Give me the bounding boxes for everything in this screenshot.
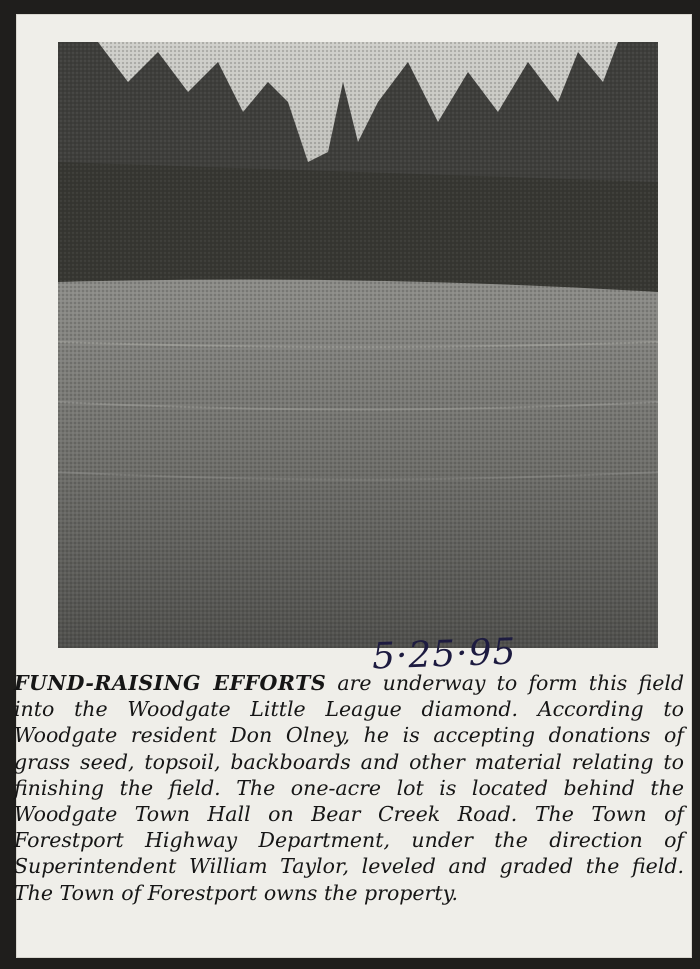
photo-caption xyxy=(14,670,684,906)
field-photo xyxy=(58,42,658,648)
handwritten-date: 5·25·95 xyxy=(371,631,518,678)
caption-lead: FUND-RAISING EFFORTS xyxy=(14,671,327,695)
caption-body: are underway to form this field into the Woodgate Little League diamond. According to Woodgate resident Don Olney, he is accepting donations of grass seed, topsoil, backboards and other material relating to finishing the field. The one-acre lot is located behind the Woodgate Town Hall on Bear Creek Road. The Town of Forestport Highway Department, under the direction of Superintendent William Taylor, leveled and graded the field. The Town of Forestport owns the property. xyxy=(14,671,684,905)
